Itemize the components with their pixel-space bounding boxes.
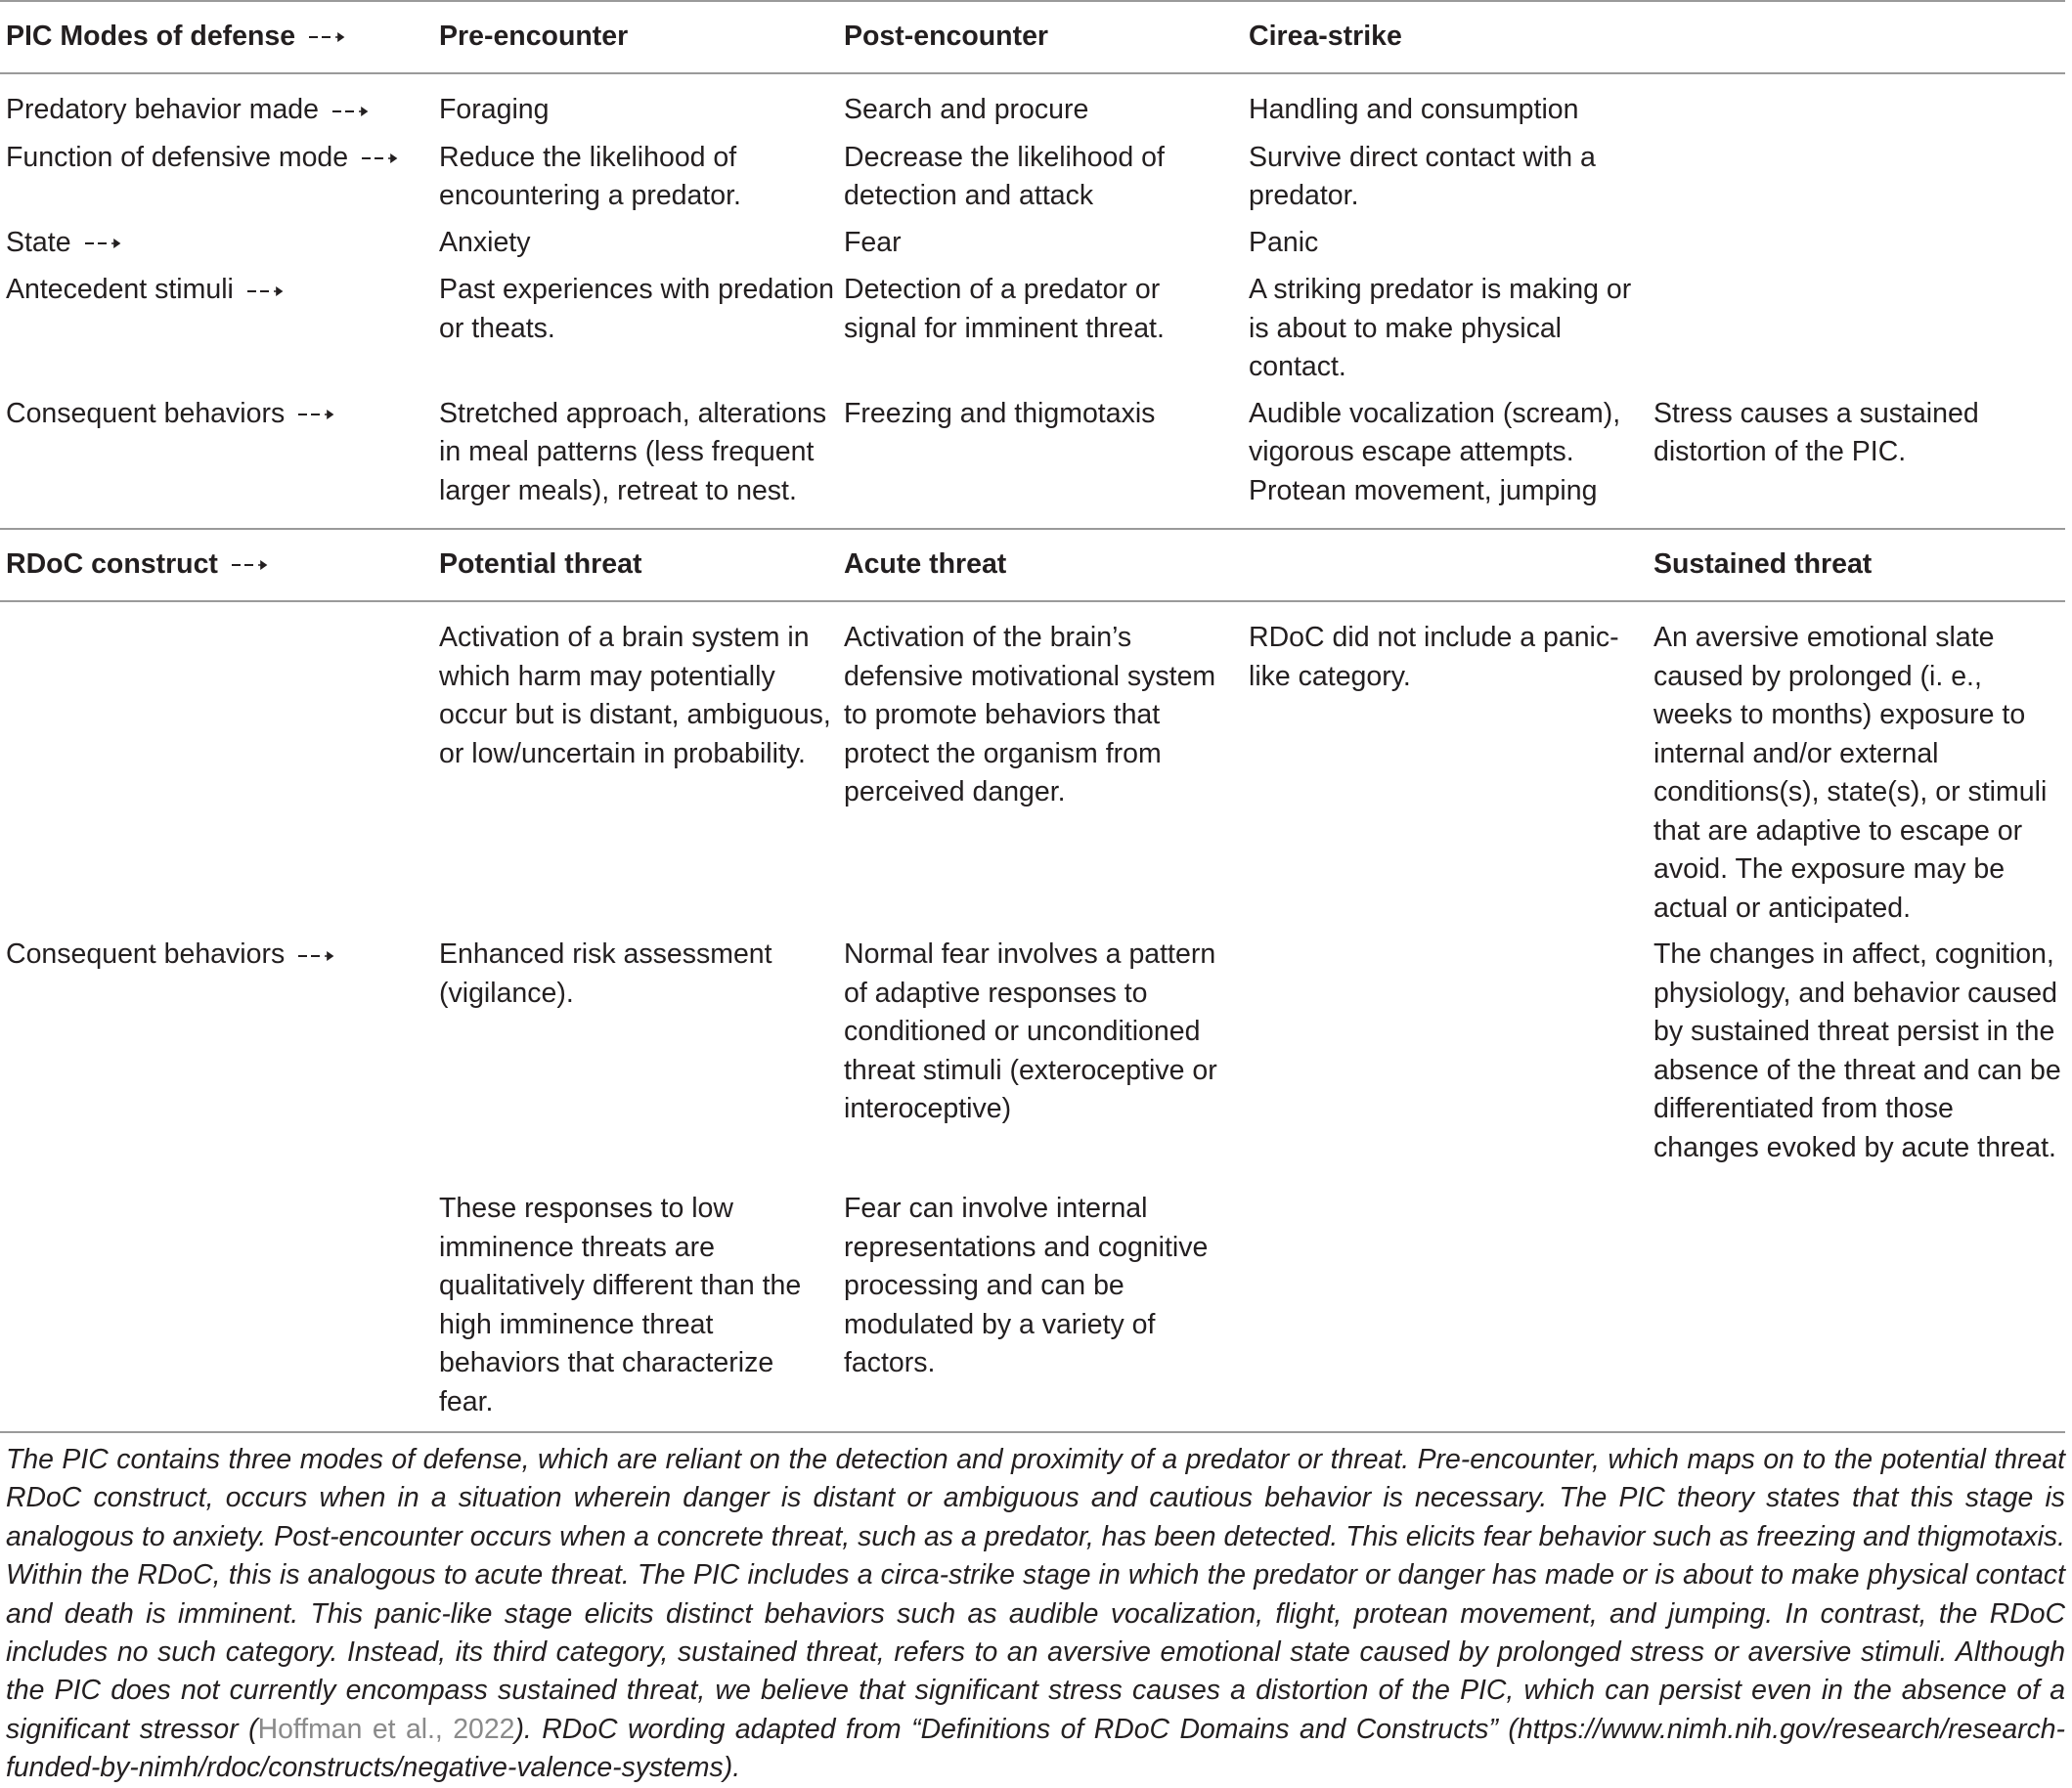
row-label-text: Consequent behaviors <box>6 938 286 970</box>
table-row <box>0 266 2065 390</box>
row-label <box>0 73 433 134</box>
row-label <box>0 390 433 530</box>
table-cell <box>1648 266 2065 390</box>
row-label <box>0 1185 433 1432</box>
row-label-text: Function of defensive mode <box>6 141 349 173</box>
header2-header-label <box>0 529 433 601</box>
footnote-text: The PIC contains three modes of defense, which are reliant on the detection and proximity of a predator or threat. Pre-encounter, which maps on to the potential threat RDoC construct, occurs when in a situation wherein danger is distant or ambiguous and cautious behavior is necessary. The PIC theory states that this stage is analogous to anxiety. Post-encounter occurs when a concrete threat, such as a predator, has been detected. This elicits fear behavior such as freezing and thigmotaxis. Within the RDoC, this is analogous to acute threat. The PIC includes a circa-strike stage in which the predator or danger has made or is about to make physical contact and death is imminent. This panic-like stage elicits distinct behaviors such as audible vocalization, flight, protean movement, and jumping. In contrast, the RDoC includes no such category. Instead, its third category, sustained threat, refers to an aversive emotional state caused by prolonged stress or aversive stimuli. Although the PIC does not currently encompass sustained threat, we believe that significant stress causes a distortion of the PIC, which can persist even in the absence of a significant stressor ( <box>6 1444 2065 1745</box>
table-cell: Anxiety <box>439 226 531 258</box>
header-text: Potential threat <box>439 548 642 581</box>
column-header <box>838 1 1243 73</box>
row-label <box>0 134 433 219</box>
table-row <box>0 73 2065 134</box>
table-cell: Decrease the likelihood of detection and attack <box>844 141 1165 211</box>
row-label <box>0 931 433 1185</box>
header-text: Pre-encounter <box>439 21 629 53</box>
column-header <box>433 529 838 601</box>
table-row <box>0 1185 2065 1432</box>
column-header <box>433 1 838 73</box>
table-cell: Search and procure <box>844 94 1089 125</box>
table-cell <box>1648 134 2065 219</box>
dashed-right-arrow-icon <box>232 545 268 585</box>
row-label <box>0 601 433 931</box>
table-cell: Stress causes a sustained distortion of the PIC. <box>1653 397 1979 467</box>
header-text: Cirea-strike <box>1249 21 1402 53</box>
dashed-right-arrow-icon <box>298 395 334 434</box>
table-cell <box>1648 73 2065 134</box>
citation-link-hoffman-2022[interactable]: Hoffman et al., 2022 <box>257 1713 515 1745</box>
table-cell <box>1243 1185 1648 1432</box>
table-row <box>0 219 2065 267</box>
header1-header-label <box>0 1 433 73</box>
header1-header-row <box>0 1 2065 73</box>
table-cell: Handling and consumption <box>1249 94 1579 125</box>
table-cell: A striking predator is making or is about to make physical contact. <box>1249 274 1632 382</box>
header2-header-row <box>0 529 2065 601</box>
table-cell <box>1243 931 1648 1185</box>
table-cell <box>1648 219 2065 267</box>
table-row <box>0 134 2065 219</box>
row-label-text: Predatory behavior made <box>6 94 320 125</box>
table-cell: Freezing and thigmotaxis <box>844 397 1156 429</box>
table-cell: Activation of the brain’s defensive motivational system to promote behaviors that protect the organism from perceived danger. <box>844 622 1216 807</box>
header-text: Post-encounter <box>844 21 1049 53</box>
table-cell: Foraging <box>439 94 550 125</box>
table-cell: Activation of a brain system in which harm may potentially occur but is distant, ambiguous, or low/uncertain in probability. <box>439 622 831 769</box>
table-cell: Stretched approach, alterations in meal patterns (less frequent larger meals), retreat to nest. <box>439 397 827 506</box>
table-footnote <box>6 1441 2065 1788</box>
table-cell: Detection of a predator or signal for imminent threat. <box>844 274 1165 344</box>
row-label-text: Consequent behaviors <box>6 397 286 429</box>
dashed-right-arrow-icon <box>332 91 369 130</box>
column-header <box>1243 1 1648 73</box>
table-cell: RDoC did not include a panic-like category. <box>1249 622 1619 692</box>
header-text: PIC Modes of defense <box>6 20 296 52</box>
dashed-right-arrow-icon <box>309 18 345 57</box>
table-row <box>0 390 2065 530</box>
table-cell <box>1648 1185 2065 1432</box>
dashed-right-arrow-icon <box>298 936 334 975</box>
column-header <box>1648 529 2065 601</box>
table-cell: Past experiences with predation or theats. <box>439 274 834 344</box>
table-cell: Enhanced risk assessment (vigilance). <box>439 938 772 1009</box>
table-cell: Normal fear involves a pattern of adaptive responses to conditioned or unconditioned threat stimuli (exteroceptive or interoceptive) <box>844 938 1217 1124</box>
table-cell: An aversive emotional slate caused by prolonged (i. e., weeks to months) exposure to internal and/or external conditions(s), state(s), or stimuli that are adaptive to escape or avoid. The exposure may be actual or anticipated. <box>1653 622 2048 924</box>
row-label-text: Antecedent stimuli <box>6 274 234 305</box>
table-cell: Panic <box>1249 226 1319 258</box>
footnote-text-end: ). RDoC wording adapted from “Definitions of RDoC Domains and Constructs” (https://www.nimh.nih.gov/research/research-funded-by-nimh/rdoc/constructs/negative-valence-systems). <box>6 1713 2066 1784</box>
row-label-text: State <box>6 226 71 258</box>
header-text: Acute threat <box>844 548 1007 581</box>
row-label <box>0 219 433 267</box>
row-label <box>0 266 433 390</box>
dashed-right-arrow-icon <box>247 271 284 310</box>
dashed-right-arrow-icon <box>362 139 398 178</box>
table-cell: Survive direct contact with a predator. <box>1249 141 1596 211</box>
column-header <box>1648 1 2065 73</box>
table-cell: These responses to low imminence threats are qualitatively different than the high imminence threat behaviors that characterize fear. <box>433 1185 838 1432</box>
table-row <box>0 931 2065 1185</box>
table-cell: Audible vocalization (scream), vigorous escape attempts. Protean movement, jumping <box>1249 397 1621 506</box>
column-header <box>1243 529 1648 601</box>
table-cell: Reduce the likelihood of encountering a predator. <box>439 141 741 211</box>
table-cell: Fear can involve internal representations and cognitive processing and can be modulated by a variety of factors. <box>838 1185 1243 1432</box>
header-text: RDoC construct <box>6 547 218 580</box>
header-text: Sustained threat <box>1653 548 1873 581</box>
dashed-right-arrow-icon <box>85 224 121 263</box>
table-cell: The changes in affect, cognition, physiology, and behavior caused by sustained threat persist in the absence of the threat and can be differentiated from those changes evoked by acute threat. <box>1653 938 2061 1163</box>
table-row <box>0 601 2065 931</box>
column-header <box>838 529 1243 601</box>
table-cell: Fear <box>844 226 902 258</box>
